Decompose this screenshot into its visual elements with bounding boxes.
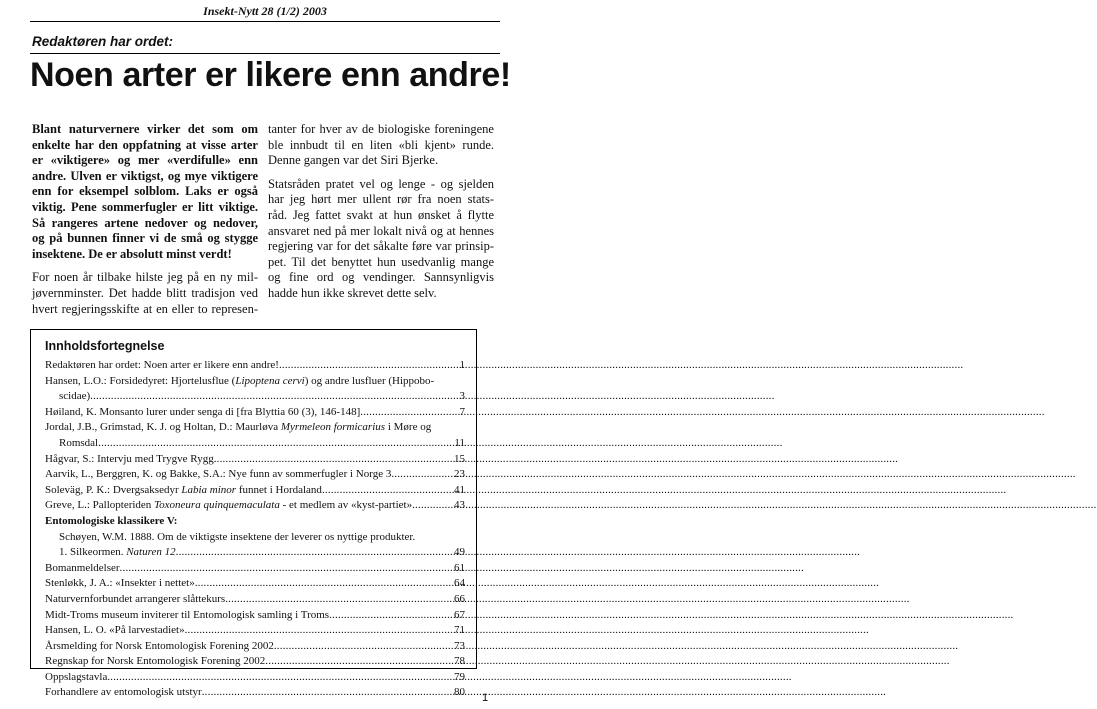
- toc-entry: [45, 389, 465, 405]
- toc-leader-dots: [225, 592, 454, 608]
- toc-entry-text: Soleväg, P. K.: Dvergsaksedyr Labia minor funnet i Hordaland: [45, 483, 322, 496]
- toc-page-number: 43: [454, 499, 465, 512]
- toc-page-number: 78: [454, 655, 465, 668]
- toc-entry-text: Naturvernforbundet arrangerer slåttekurs: [45, 592, 226, 605]
- toc-page-number: 67: [454, 608, 465, 621]
- toc-leader-dots: [195, 576, 454, 592]
- lead-line: enn for eksempel solblom. Laks er også: [32, 184, 258, 199]
- body-line: Statsråden pratet vel og lenge - og sjelden: [268, 176, 494, 191]
- toc-page-number: 71: [454, 624, 465, 637]
- body-line: råd. Jeg fattet svakt at hun ønsket å flytte: [268, 207, 494, 222]
- toc-entry: [45, 670, 465, 686]
- toc-entry: [45, 358, 465, 374]
- toc-entry: [45, 452, 465, 468]
- body-line: ansvaret ned på mer lokalt nivå og at hennes: [268, 223, 494, 238]
- body-line: Denne gangen var det Siri Bjerke.: [268, 153, 439, 168]
- body-paragraph: [268, 177, 494, 302]
- toc-entry: [45, 608, 465, 624]
- toc-entry-text: Hansen, L.O.: Forsidedyret: Hjortelusflue (Lipoptena cervi) og andre lusfluer (Hippobo-: [45, 374, 435, 387]
- toc-entry: [45, 685, 465, 701]
- body-line: og fine ord og vendinger. Sannsynligvis: [268, 270, 494, 285]
- toc-entry-text: Entomologiske klassikere V:: [45, 514, 178, 527]
- toc-entry: [45, 483, 465, 499]
- body-line: ble innbudt til en liten «bli kjent» runde.: [268, 137, 494, 152]
- toc-leader-dots: [279, 358, 460, 374]
- body-line: hvert regjeringsskifte at en eller to represen-: [32, 301, 258, 316]
- toc-entry: [45, 514, 465, 530]
- toc-entry-text: Årsmelding for Norsk Entomologisk Forening 2002: [45, 639, 274, 652]
- toc-leader-dots: [329, 608, 454, 624]
- body-line: pet. Til det benyttet hun usedvanlig mange: [268, 254, 494, 269]
- toc-leader-dots: [98, 436, 454, 452]
- toc-title: Innholdsfortegnelse: [45, 339, 165, 353]
- toc-page-number: 7: [459, 405, 465, 418]
- toc-leader-dots: [391, 467, 454, 483]
- lead-line: andre. Ulven er viktigst, og mye viktigere: [32, 168, 258, 183]
- lead-line: er «viktigere» og mer «verdifulle» enn: [32, 153, 258, 168]
- toc-page-number: 15: [454, 452, 465, 465]
- left-column: [32, 122, 258, 325]
- toc-entry: [45, 498, 465, 514]
- body-line: tanter for hver av de biologiske foreningene: [268, 122, 494, 136]
- toc-entry: [45, 592, 465, 608]
- toc-entry: [45, 576, 465, 592]
- toc-entry-text: Oppslagstavla: [45, 670, 108, 683]
- table-of-contents: [30, 329, 477, 699]
- toc-leader-dots: [360, 405, 459, 421]
- header-rule: [30, 21, 500, 22]
- toc-entry-text: Jordal, J.B., Grimstad, K. J. og Holtan, D.: Maurløva Myrmeleon formicarius i Møre og: [45, 421, 432, 434]
- toc-page-number: 41: [454, 483, 465, 496]
- toc-leader-dots: [214, 452, 454, 468]
- toc-entry: [45, 545, 465, 561]
- toc-entry: [45, 623, 465, 639]
- toc-page-number: 23: [454, 468, 465, 481]
- toc-entry: [45, 654, 465, 670]
- lead-line: enkelte har den oppfatning at visse arter: [32, 137, 258, 152]
- lead-paragraph: [32, 122, 258, 262]
- toc-leader-dots: [202, 685, 454, 701]
- toc-entry-text: Midt-Troms museum inviterer til Entomologisk samling i Troms: [45, 608, 330, 621]
- body-paragraph: [32, 270, 258, 317]
- article-title: Noen arter er likere enn andre!: [30, 56, 511, 94]
- body-line: jøvernminster. Det hadde blitt tradisjon ved: [32, 285, 258, 300]
- toc-entry-text: Regnskap for Norsk Entomologisk Forening 2002: [45, 655, 266, 668]
- toc-leader-dots: [265, 654, 454, 670]
- body-line: For noen år tilbake hilste jeg på en ny mil-: [32, 270, 258, 285]
- body-line: har jeg hørt mer ullent rør fra noen stats-: [268, 192, 494, 207]
- running-header: Insekt-Nytt 28 (1/2) 2003: [203, 4, 327, 18]
- page-number: 1: [482, 692, 489, 704]
- toc-page-number: 79: [454, 670, 465, 683]
- toc-page-number: 73: [454, 639, 465, 652]
- toc-entry: [45, 530, 465, 546]
- lead-line: viktig. Pene sommerfugler er litt viktige.: [32, 199, 258, 214]
- toc-entry-text: Forhandlere av entomologisk utstyr: [45, 686, 202, 699]
- lead-line: insektene. De er absolutt minst verdt!: [32, 246, 232, 261]
- toc-entry-text: Redaktøren har ordet: Noen arter er likere enn andre!: [45, 359, 279, 371]
- toc-entry-text: Hansen, L. O. «På larvestadiet»: [45, 624, 185, 637]
- toc-page-number: 80: [454, 686, 465, 699]
- toc-entry-text: 1. Silkeormen. Naturen 12: [59, 546, 176, 559]
- toc-entry-text: Greve, L.: Pallopteriden Toxoneura quinquemaculata - et medlem av «kyst-partiet»: [45, 499, 413, 512]
- toc-entry-text: Aarvik, L., Berggren, K. og Bakke, S.A.: Nye funn av sommerfugler i Norge 3: [45, 468, 392, 481]
- lead-line: Blant naturvernere virker det som om: [32, 122, 258, 136]
- toc-leader-dots: [107, 670, 454, 686]
- toc-page-number: 11: [454, 436, 465, 449]
- toc-entry-text: Høiland, K. Monsanto lurer under senga di [fra Blyttia 60 (3), 146-148]: [45, 405, 361, 418]
- toc-page-number: 49: [454, 546, 465, 559]
- toc-entry-text: Schøyen, W.M. 1888. Om de viktigste insektene der leverer os nyttige produkter.: [59, 530, 416, 543]
- toc-leader-dots: [412, 498, 454, 514]
- toc-entry: [45, 420, 465, 436]
- toc-page-number: 66: [454, 592, 465, 605]
- lead-line: og på bunnen finner vi de små og stygge: [32, 231, 258, 246]
- toc-entry-text: Hågvar, S.: Intervju med Trygve Rygg: [45, 452, 214, 465]
- toc-page-number: 61: [454, 561, 465, 574]
- toc-leader-dots: [120, 561, 454, 577]
- toc-page-number: 3: [459, 390, 465, 403]
- toc-page-number: 1: [459, 359, 465, 371]
- right-column: [268, 122, 494, 310]
- toc-entry-text: Romsdal: [59, 436, 99, 449]
- toc-entry-text: Bomanmeldelser: [45, 561, 120, 574]
- body-paragraph: [268, 122, 494, 169]
- lead-line: Så rangeres artene nedover og nedover,: [32, 215, 258, 230]
- toc-leader-dots: [322, 483, 454, 499]
- toc-entry-text: Stenløkk, J. A.: «Insekter i nettet»: [45, 577, 195, 590]
- kicker-rule: [30, 53, 500, 54]
- toc-entry: [45, 561, 465, 577]
- toc-list: [45, 358, 465, 701]
- toc-entry: [45, 374, 465, 390]
- toc-entry: [45, 405, 465, 421]
- toc-leader-dots: [176, 545, 454, 561]
- toc-entry: [45, 639, 465, 655]
- toc-entry-text: scidae): [59, 390, 91, 403]
- body-line: hadde hun ikke skrevet dette selv.: [268, 285, 437, 300]
- toc-entry: [45, 436, 465, 452]
- toc-leader-dots: [274, 639, 454, 655]
- section-kicker: Redaktøren har ordet:: [32, 34, 174, 49]
- toc-leader-dots: [185, 623, 454, 639]
- toc-leader-dots: [90, 389, 459, 405]
- toc-entry: [45, 467, 465, 483]
- toc-page-number: 64: [454, 577, 465, 590]
- body-line: regjering var for det såkalte føre var prinsip-: [268, 239, 494, 254]
